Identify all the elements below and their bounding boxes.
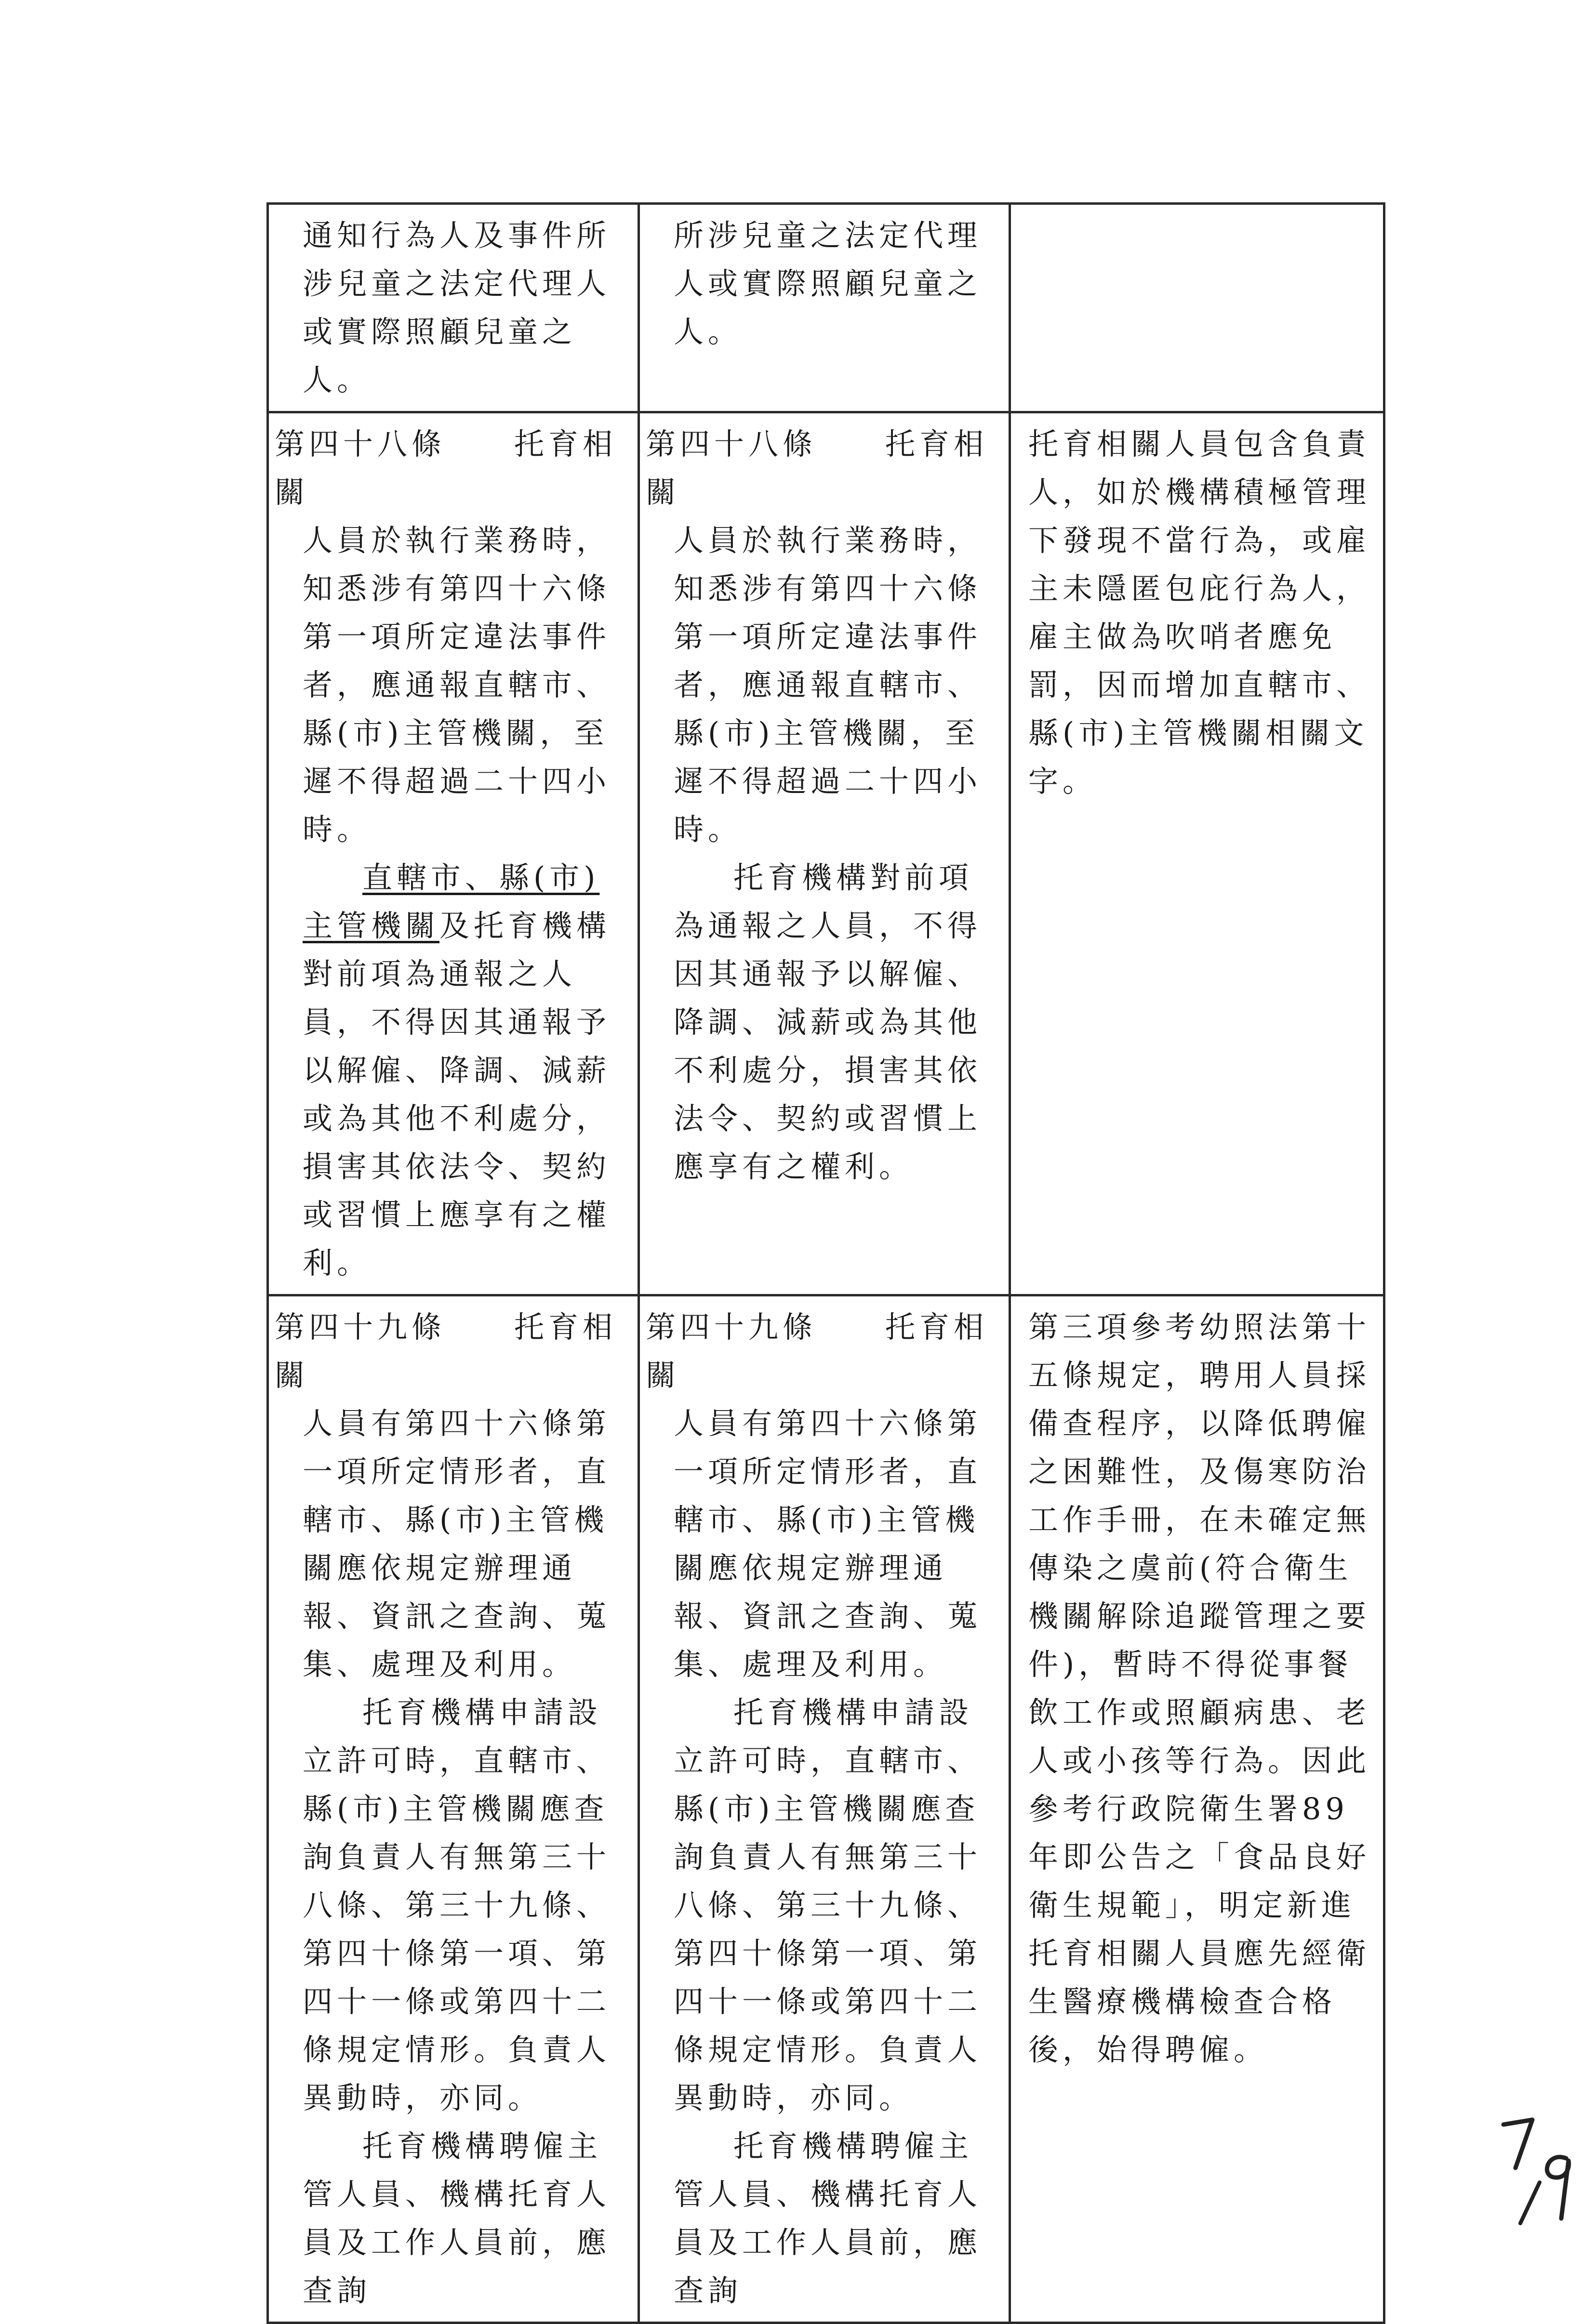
article-heading: 第四十八條 托育相關 [275,426,617,510]
article-paragraph: 人員於執行業務時，知悉涉有第四十六條第一項所定違法事件者，應通報直轄市、縣(市)主管機關，至遲不得超過二十四小時。 [674,523,982,847]
article-paragraph: 托育機構聘僱主管人員、機構托育人員及工作人員前，應查詢 [303,2128,611,2308]
cell-text: 托育相關人員包含負責人，如於機構積極管理下發現不當行為，或雇主未隱匿包庇行為人，雇主做為吹哨者應免罰，因而增加直轄市、縣(市)主管機關相關文字。 [1028,426,1371,799]
article-paragraph: 托育機構申請設立許可時，直轄市、縣(市)主管機關應查詢負責人有無第三十八條、第三十九條、第四十條第一項、第四十一條或第四十二條規定情形。負責人異動時，亦同。 [303,1695,611,2115]
article-paragraph: 人員於執行業務時，知悉涉有第四十六條第一項所定違法事件者，應通報直轄市、縣(市)主管機關，至遲不得超過二十四小時。 [303,523,611,847]
underlined-amendment: 直轄市、縣(市)主管機關 [303,860,600,943]
table-row [268,204,1384,412]
cell-current [639,1295,1010,2323]
cell-text: 所涉兒童之法定代理人或實際照顧兒童之人。 [674,218,982,349]
article-paragraph: 托育機構申請設立許可時，直轄市、縣(市)主管機關應查詢負責人有無第三十八條、第三十九條、第四十條第一項、第四十一條或第四十二條規定情形。負責人異動時，亦同。 [674,1695,982,2115]
cell-text: 第三項參考幼照法第十五條規定，聘用人員採備查程序，以降低聘僱之困難性，及傷寒防治工作手冊，在未確定無傳染之虞前(符合衛生機關解除追蹤管理之要件)，暫時不得從事餐飲工作或照顧病患、老人或小孩等行為。因此參考行政院衛生署89年即公告之「食品良好衛生規範」，明定新進托育相關人員應先經衛生醫療機構檢查合格後，始得聘僱。 [1028,1309,1371,2067]
cell-amended [268,204,639,412]
cell-explanation [1010,1295,1384,2323]
table-row [268,412,1384,1295]
handwritten-page-number [1494,2105,1581,2231]
table-row [268,1295,1384,2323]
article-heading: 第四十九條 托育相關 [275,1309,617,1393]
cell-amended [268,412,639,1295]
article-paragraph: 托育機構對前項為通報之人員，不得因其通報予以解僱、降調、減薪或為其他不利處分，損害其依法令、契約或習慣上應享有之權利。 [674,860,982,1184]
cell-current [639,204,1010,412]
handwritten-page-number-icon [1494,2105,1581,2231]
cell-amended [268,1295,639,2323]
cell-text: 通知行為人及事件所涉兒童之法定代理人或實際照顧兒童之人。 [303,218,611,397]
article-paragraph: 人員有第四十六條第一項所定情形者，直轄市、縣(市)主管機關應依規定辦理通報、資訊之查詢、蒐集、處理及利用。 [674,1406,982,1682]
cell-explanation [1010,412,1384,1295]
article-paragraph: 托育機構聘僱主管人員、機構托育人員及工作人員前，應查詢 [674,2128,982,2308]
article-paragraph: 人員有第四十六條第一項所定情形者，直轄市、縣(市)主管機關應依規定辦理通報、資訊之查詢、蒐集、處理及利用。 [303,1406,611,1682]
article-heading: 第四十九條 托育相關 [646,1309,988,1393]
article-paragraph: 直轄市、縣(市)主管機關及托育機構對前項為通報之人員，不得因其通報予以解僱、降調、減薪或為其他不利處分，損害其依法令、契約或習慣上應享有之權利。 [303,860,611,1281]
comparison-table [266,202,1385,2324]
cell-current [639,412,1010,1295]
cell-explanation [1010,204,1384,412]
article-heading: 第四十八條 托育相關 [646,426,988,510]
